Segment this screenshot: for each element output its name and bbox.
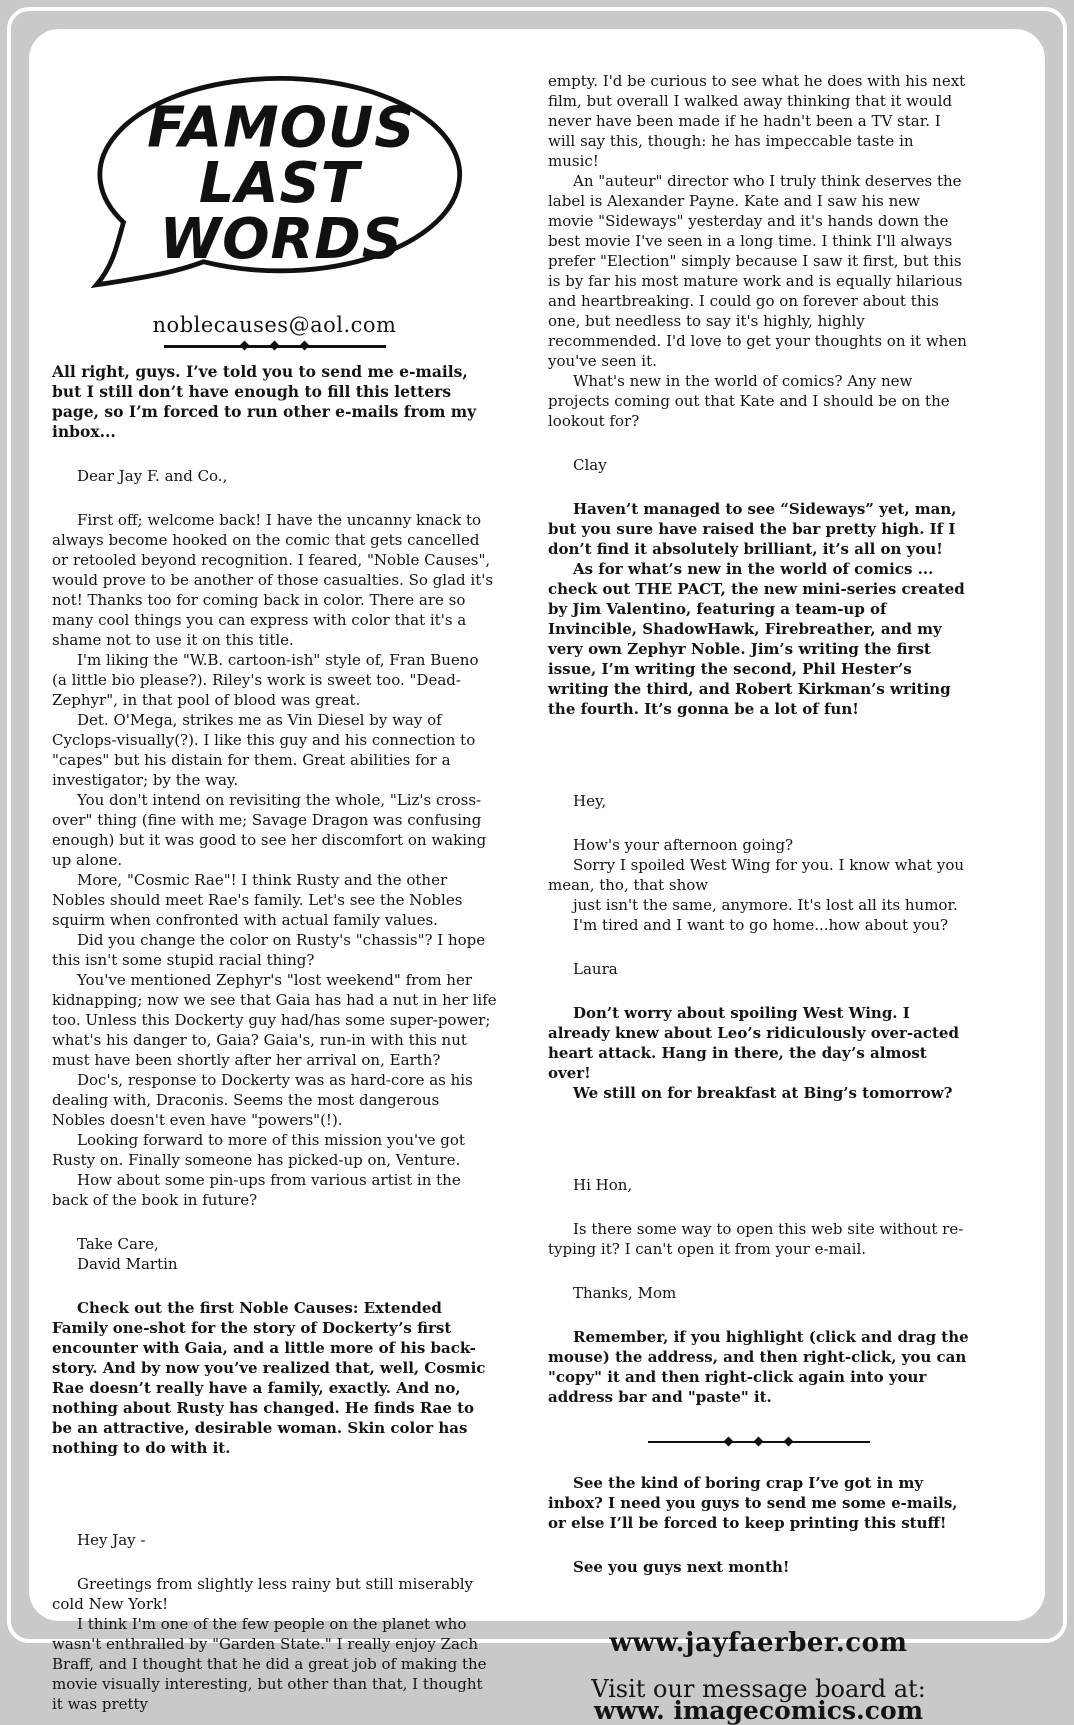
letter-paragraph: just isn't the same, anymore. It's lost all its humor. <box>573 896 958 914</box>
diamond-ornament-icon <box>753 1437 763 1447</box>
page-content <box>29 29 1045 1725</box>
diamond-ornament-icon <box>299 341 309 351</box>
letter-salutation: Hey, <box>573 792 607 810</box>
signoff-line: Take Care, <box>77 1235 159 1253</box>
famous-last-words-logo <box>85 71 465 311</box>
letter-paragraph: Did you change the color on Rusty's "chassis"? I hope this isn't some stupid racial thing? <box>52 931 486 969</box>
editor-reply: Remember, if you highlight (click and drag the mouse) the address, and then right-click, you can "copy" it and then right-click again into your address bar and "paste" it. <box>548 1328 969 1406</box>
letter-paragraph: Is there some way to open this web site without re-typing it? I can't open it from your e-mail. <box>548 1220 964 1258</box>
editor-outro: See you guys next month! <box>573 1558 790 1576</box>
letter-paragraph: First off; welcome back! I have the uncanny knack to always become hooked on the comic that gets cancelled or retooled beyond recognition. I feared, "Noble Causes", would prove to be another of those casualties. So glad it's not! Thanks too for coming back in color. There are so many cool things you can express with color that it's a shame not to use it on this title. <box>52 511 494 649</box>
letter-signature: Laura <box>573 960 618 978</box>
letter-paragraph: I'm liking the "W.B. cartoon-ish" style of, Fran Bueno (a little bio please?). Riley's work is sweet too. "Dead-Zephyr", in that pool of blood was great. <box>52 651 479 709</box>
letter-paragraph: empty. I'd be curious to see what he does with his next film, but overall I walked away thinking that it would never have been made if he hadn't been a TV star. I will say this, though: he has impeccable taste in music! <box>548 72 966 170</box>
signoff-line: David Martin <box>77 1255 178 1273</box>
letter-paragraph: An "auteur" director who I truly think deserves the label is Alexander Payne. Kate and I saw his new movie "Sideways" yesterday and it's hands down the best movie I've seen in a long time. I think I'll always prefer "Election" simply because I saw it first, but this is by far his most mature work and is equally hilarious and heartbreaking. I could go on forever about this one, but needless to say it's highly, highly recommended. I'd love to get your thoughts on it when you've seen it. <box>548 172 967 370</box>
editor-reply: We still on for breakfast at Bing’s tomorrow? <box>573 1084 953 1102</box>
editor-intro: All right, guys. I’ve told you to send me e-mails, but I still don’t have enough to fill this letters page, so I’m forced to run other e-mails from my inbox... <box>52 362 477 441</box>
diamond-ornament-icon <box>783 1437 793 1447</box>
message-board-label: Visit our message board at: <box>591 1675 926 1703</box>
imagecomics-url: www. imagecomics.com <box>593 1696 924 1725</box>
letter-signature: Thanks, Mom <box>573 1284 677 1302</box>
editor-reply: As for what’s new in the world of comics ... check out THE PACT, the new mini-series created by Jim Valentino, featuring a team-up of Invincible, ShadowHawk, Firebreather, and my very own Zephyr Noble. Jim’s writing the first issue, I’m writing the second, Phil Hester’s writing the third, and Robert Kirkman’s writing the fourth. It’s gonna be a lot of fun! <box>548 560 965 718</box>
letter-salutation: Hi Hon, <box>573 1176 633 1194</box>
logo-word-famous: FAMOUS <box>146 95 415 161</box>
letter-paragraph: Greetings from slightly less rainy but still miserably cold New York! <box>52 1575 474 1613</box>
editor-reply: Don’t worry about spoiling West Wing. I already knew about Leo’s ridiculously over-acted heart attack. Hang in there, the day’s almost over! <box>548 1004 959 1082</box>
letter-signature: Clay <box>573 456 607 474</box>
letter-signoff <box>52 1234 497 1274</box>
letter-paragraph: More, "Cosmic Rae"! I think Rusty and the other Nobles should meet Rae's family. Let's see the Nobles squirm when confronted with actual family values. <box>52 871 463 929</box>
masthead <box>52 71 497 348</box>
letter-paragraph: I think I'm one of the few people on the planet who wasn't enthralled by "Garden State." I really enjoy Zach Braff, and I thought that he did a great job of making the movie visually interesting, but other than that, I thought it was pretty <box>52 1615 487 1713</box>
letter-paragraph: How's your afternoon going? <box>573 836 794 854</box>
contact-email: noblecauses@aol.com <box>152 313 397 337</box>
letter-paragraph: What's new in the world of comics? Any new projects coming out that Kate and I should be on the lookout for? <box>548 372 950 430</box>
right-column <box>548 71 969 1725</box>
editor-reply: Check out the first Noble Causes: Extended Family one-shot for the story of Dockerty’s first encounter with Gaia, and a little more of his back-story. And by now you’ve realized that, well, Cosmic Rae doesn’t really have a family, exactly. And no, nothing about Rusty has changed. He finds Rae to be an attractive, desirable woman. Skin color has nothing to do with it. <box>52 1299 486 1457</box>
letter-paragraph: Sorry I spoiled West Wing for you. I know what you mean, tho, that show <box>548 856 965 894</box>
diamond-ornament-icon <box>723 1437 733 1447</box>
jayfaerber-url: www.jayfaerber.com <box>609 1628 908 1658</box>
letter-paragraph: How about some pin-ups from various artist in the back of the book in future? <box>52 1171 461 1209</box>
letter-salutation: Hey Jay - <box>77 1531 146 1549</box>
footer <box>548 1628 969 1725</box>
ornament-divider <box>164 345 386 348</box>
editor-reply: Haven’t managed to see “Sideways” yet, man, but you sure have raised the bar pretty high. If I don’t find it absolutely brilliant, it’s all on you! <box>548 500 957 558</box>
left-column <box>52 71 497 1713</box>
letter-paragraph: You don't intend on revisiting the whole, "Liz's cross-over" thing (fine with me; Savage Dragon was confusing enough) but it was good to see her discomfort on waking up alone. <box>52 791 487 869</box>
letter-paragraph: Looking forward to more of this mission you've got Rusty on. Finally someone has picked-up on, Venture. <box>52 1131 465 1169</box>
letter-paragraph: I'm tired and I want to go home...how about you? <box>573 916 949 934</box>
ornament-divider <box>648 1441 870 1443</box>
letter-paragraph: Doc's, response to Dockerty was as hard-core as his dealing with, Draconis. Seems the most dangerous Nobles doesn't even have "powers"(!). <box>52 1071 473 1129</box>
letter-paragraph: Det. O'Mega, strikes me as Vin Diesel by way of Cyclops-visually(?). I like this guy and his connection to "capes" but his distain for them. Great abilities for a investigator; by the way. <box>52 711 476 789</box>
letter-paragraph: You've mentioned Zephyr's "lost weekend" from her kidnapping; now we see that Gaia has had a nut in her life too. Unless this Dockerty guy had/has some super-power; what's his danger to, Gaia? Gaia's, run-in with this nut must have been shortly after her arrival on, Earth? <box>52 971 497 1069</box>
logo-word-words: WORDS <box>159 206 403 272</box>
diamond-ornament-icon <box>269 341 279 351</box>
editor-outro: See the kind of boring crap I’ve got in my inbox? I need you guys to send me some e-mails, or else I’ll be forced to keep printing this stuff! <box>548 1474 958 1532</box>
letter-salutation: Dear Jay F. and Co., <box>77 467 228 485</box>
logo-word-last: LAST <box>198 151 360 217</box>
diamond-ornament-icon <box>239 341 249 351</box>
